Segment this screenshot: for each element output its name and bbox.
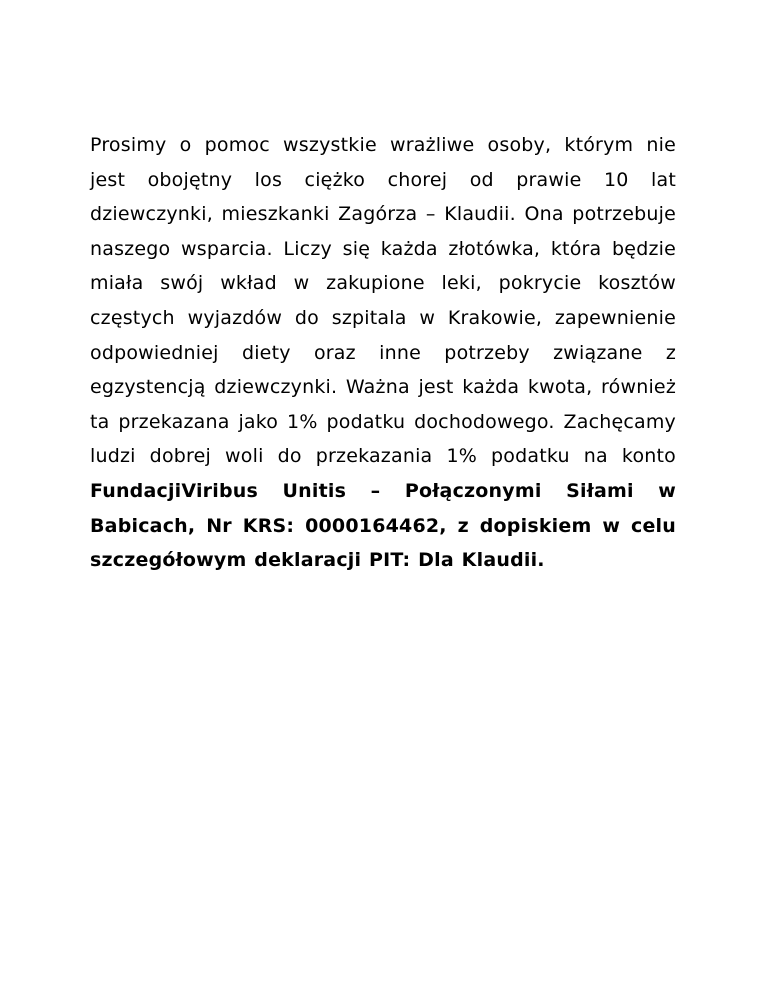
appeal-text: Prosimy o pomoc wszystkie wrażliwe osoby, którym nie jest obojętny los ciężko chorej od prawie 10 lat dziewczynki, mieszkanki Zagórza – Klaudii. Ona potrzebuje naszego wsparcia. Liczy się każda złotówka, która będzie miała swój wkład w zakupione leki, pokrycie kosztów częstych wyjazdów do szpitala w Krakowie, zapewnienie odpowiedniej diety oraz inne potrzeby związane z egzystencją dziewczynki. Ważna jest każda kwota, również ta przekazana jako 1% podatku dochodowego. Zachęcamy ludzi dobrej woli do przekazania 1% podatku na konto [90, 134, 676, 468]
foundation-details-text: FundacjiViribus Unitis – Połączonymi Siłami w Babicach, Nr KRS: 0000164462, z dopiskiem w celu szczegółowym deklaracji PIT: Dla Klaudii. [90, 479, 676, 572]
appeal-paragraph [90, 128, 676, 578]
